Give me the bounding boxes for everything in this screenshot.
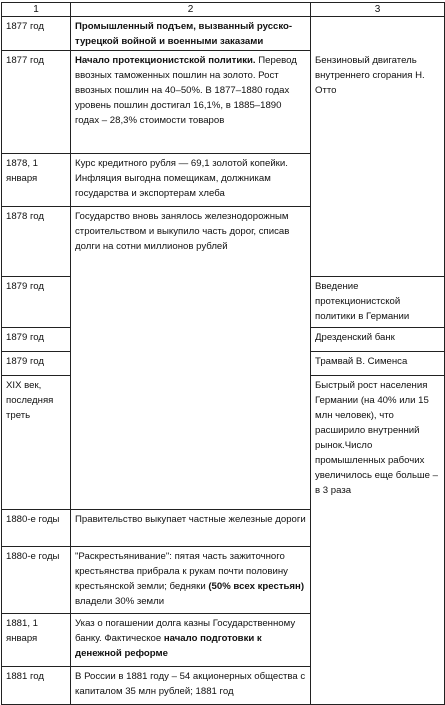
column-header: 3	[311, 3, 445, 17]
event-cell	[71, 547, 311, 614]
date-cell: 1877 год	[2, 51, 71, 154]
event-cell	[71, 376, 311, 510]
event-cell: Курс кредитного рубля — 69,1 золотой копейки. Инфляция выгодна помещикам, должникам государства и экспортерам хлеба	[71, 154, 311, 207]
date-cell: 1881 год	[2, 667, 71, 705]
world-event-cell	[311, 154, 445, 207]
date-cell: 1881, 1 января	[2, 614, 71, 667]
world-event-cell: Дрезденский банк	[311, 328, 445, 352]
event-cell	[71, 352, 311, 376]
date-cell: 1879 год	[2, 328, 71, 352]
world-event-cell	[311, 667, 445, 705]
date-cell: 1880-е годы	[2, 547, 71, 614]
world-event-cell	[311, 510, 445, 547]
event-cell	[71, 51, 311, 154]
world-event-cell: Бензиновый двигатель внутреннего сгорания Н. Отто	[311, 51, 445, 154]
column-header: 1	[2, 3, 71, 17]
world-event-cell: Трамвай В. Сименса	[311, 352, 445, 376]
event-bold-text: начало подготовки к денежной реформе	[75, 633, 262, 659]
table-row	[2, 17, 445, 51]
event-cell	[71, 328, 311, 352]
date-cell: 1877 год	[2, 17, 71, 51]
event-cell: В России в 1881 году – 54 акционерных общества с капиталом 35 млн рублей; 1881 год	[71, 667, 311, 705]
date-cell: 1878, 1 января	[2, 154, 71, 207]
date-cell: 1878 год	[2, 207, 71, 277]
event-text: владели 30% земли	[75, 596, 165, 607]
column-header: 2	[71, 3, 311, 17]
table-row	[2, 667, 445, 705]
table-row	[2, 51, 445, 154]
table-row	[2, 510, 445, 547]
table-row	[2, 277, 445, 328]
date-cell: 1880-е годы	[2, 510, 71, 547]
world-event-cell	[311, 17, 445, 51]
event-cell	[71, 277, 311, 328]
event-bold-text: (50% всех крестьян)	[208, 581, 305, 592]
world-event-cell	[311, 614, 445, 667]
table-row	[2, 547, 445, 614]
event-bold-text: Начало протекционистской политики.	[75, 55, 256, 66]
table-row	[2, 154, 445, 207]
event-cell: Правительство выкупает частные железные дороги	[71, 510, 311, 547]
event-text: Перевод ввозных таможенных пошлин на золото. Рост ввозных пошлин на 40–50%. В 1877–1880 годах уровень пошлин достигал 16,1%, в 1885–1890 годах – 28,3% стоимости товаров	[75, 55, 297, 126]
event-cell	[71, 17, 311, 51]
header-row	[2, 3, 445, 17]
table-row	[2, 328, 445, 352]
date-cell: 1879 год	[2, 352, 71, 376]
world-event-cell	[311, 547, 445, 614]
date-cell: XIX век, последняя треть	[2, 376, 71, 510]
chronology-table	[1, 2, 445, 705]
event-cell: Государство вновь занялось железнодорожным строительством и выкупило часть дорог, списав долги на сотни миллионов рублей	[71, 207, 311, 277]
event-text: Указ о погашении долга казны Государственному банку. Фактическое	[75, 618, 296, 644]
world-event-cell: Введение протекционистской политики в Германии	[311, 277, 445, 328]
table-row	[2, 614, 445, 667]
event-cell	[71, 614, 311, 667]
world-event-cell: Быстрый рост населения Германии (на 40% или 15 млн человек), что расширило внутренний рынок.Число промышленных рабочих увеличилось еще больше – в 3 раза	[311, 376, 445, 510]
event-text: "Раскрестьянивание": пятая часть зажиточного крестьянства прибрала к рукам почти половину крестьянской земли; бедняки	[75, 551, 288, 592]
table-row	[2, 207, 445, 277]
table-row	[2, 376, 445, 510]
event-bold-text: Промышленный подъем, вызванный русско-турецкой войной и военными заказами	[75, 21, 293, 47]
table-row	[2, 352, 445, 376]
world-event-cell	[311, 207, 445, 277]
date-cell: 1879 год	[2, 277, 71, 328]
